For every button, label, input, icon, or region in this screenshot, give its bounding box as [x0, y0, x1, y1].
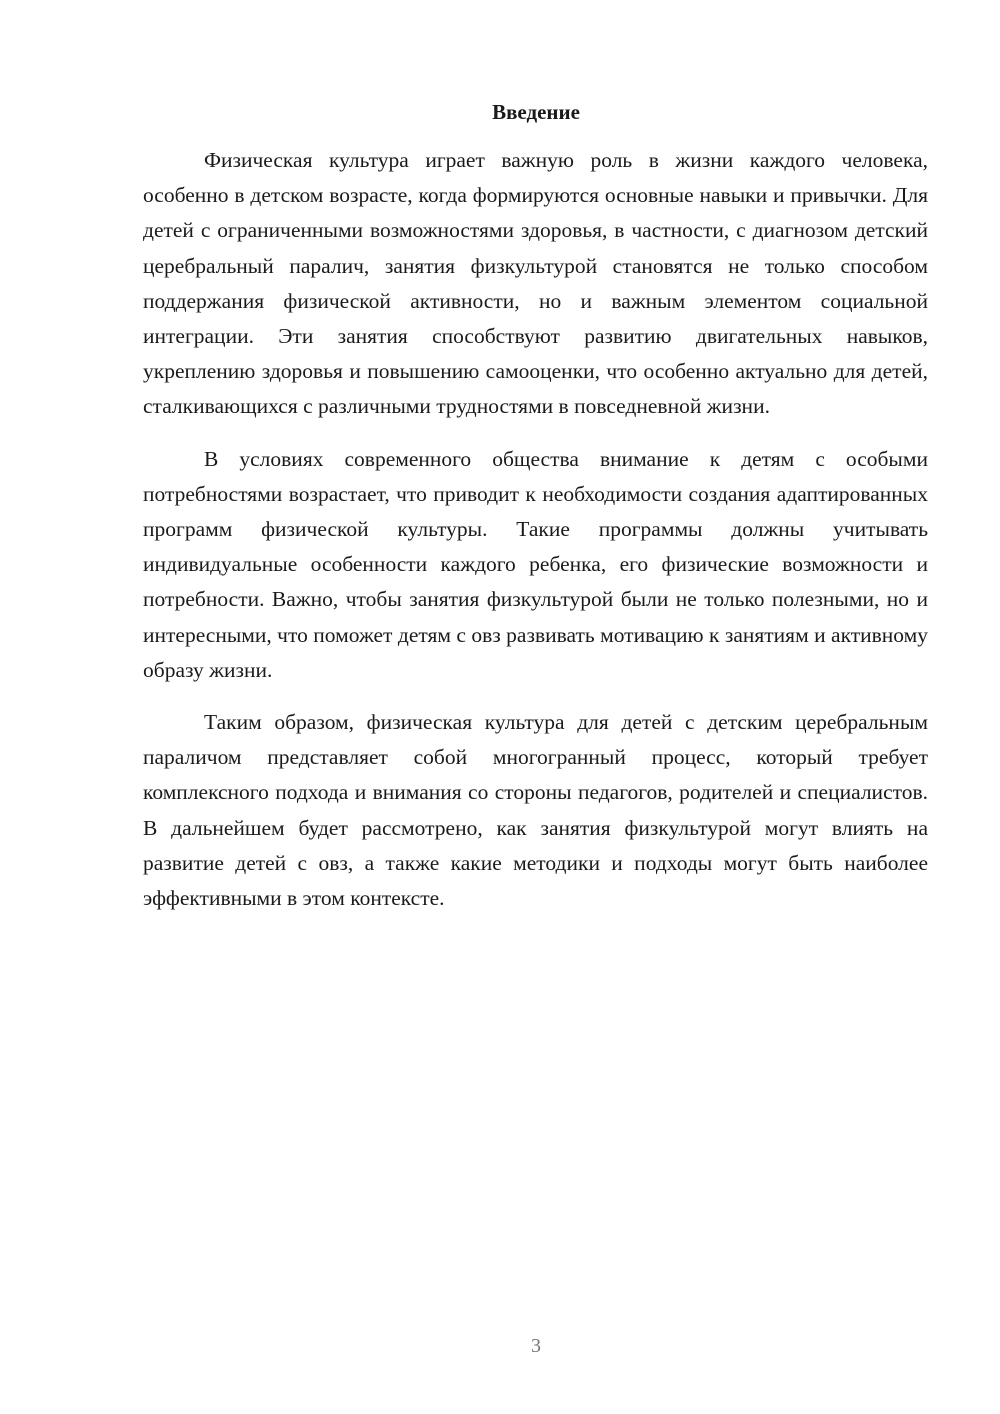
- paragraph-3: Таким образом, физическая культура для детей с детским церебральным параличом представляет собой многогранный процесс, который требует комплексного подхода и внимания со стороны педагогов, родителей и специалистов. В дальнейшем будет рассмотрено, как занятия физкультурой могут влиять на развитие детей с овз, а также какие методики и подходы могут быть наиболее эффективными в этом контексте.: [143, 710, 928, 911]
- page-number: 3: [531, 1335, 541, 1357]
- paragraph-2: В условиях современного общества внимание к детям с особыми потребностями возрастает, что приводит к необходимости создания адаптированных программ физической культуры. Такие программы должны учитывать индивидуальные особенности каждого ребенка, его физические возможности и потребности. Важно, чтобы занятия физкультурой были не только полезными, но и интересными, что поможет детям с овз развивать мотивацию к занятиям и активному образу жизни.: [143, 446, 928, 682]
- body-text: [143, 143, 928, 916]
- paragraph-1: Физическая культура играет важную роль в жизни каждого человека, особенно в детском возрасте, когда формируются основные навыки и привычки. Для детей с ограниченными возможностями здоровья, в частности, с диагнозом детский церебральный паралич, занятия физкультурой становятся не только способом поддержания физической активности, но и важным элементом социальной интеграции. Эти занятия способствуют развитию двигательных навыков, укреплению здоровья и повышению самооценки, что особенно актуально для детей, сталкивающихся с различными трудностями в повседневной жизни.: [143, 148, 928, 419]
- section-title: Введение: [492, 100, 580, 124]
